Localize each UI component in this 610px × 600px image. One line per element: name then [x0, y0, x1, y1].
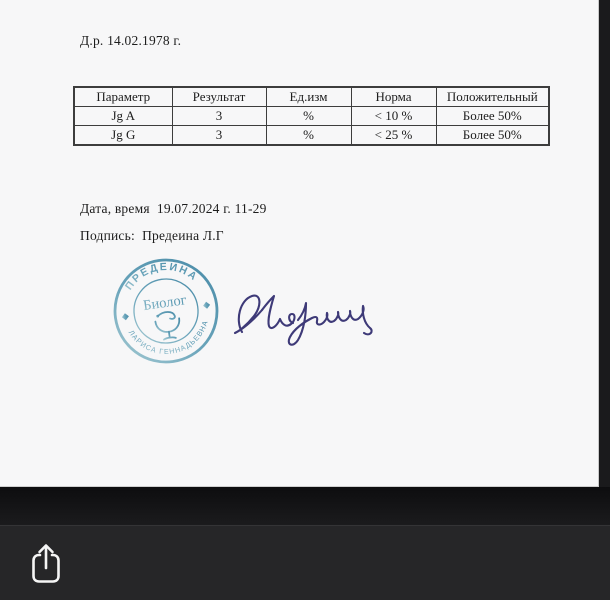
datetime-line: Дата, время 19.07.2024 г. 11-29	[80, 201, 267, 216]
share-icon	[29, 541, 63, 587]
table-row	[74, 107, 549, 126]
table-cell: 3	[172, 126, 266, 146]
svg-text:ПРЕДЕИНА	[120, 256, 201, 294]
stamp-bottom-arc-text: ЛАРИСА ГЕННАДЬЕВНА	[126, 318, 210, 357]
signature-label-line: Подпись: Предеина Л.Г	[80, 228, 224, 243]
table-cell: < 25 %	[351, 126, 436, 146]
bottom-toolbar	[0, 525, 610, 600]
results-table	[73, 86, 550, 146]
page-boundary-bar	[0, 487, 610, 525]
table-cell: Более 50%	[436, 126, 549, 146]
table-cell: Jg A	[74, 107, 172, 126]
stamp-center-text: Биолог	[142, 292, 188, 315]
table-cell: %	[266, 126, 351, 146]
table-header-cell: Положительный	[436, 87, 549, 107]
table-cell: 3	[172, 107, 266, 126]
hygieia-bowl-icon	[154, 310, 182, 340]
table-cell: Более 50%	[436, 107, 549, 126]
stamp-top-arc-text: ПРЕДЕИНА	[122, 260, 201, 293]
table-cell: Jg G	[74, 126, 172, 146]
table-header-cell: Ед.изм	[266, 87, 351, 107]
table-cell: %	[266, 107, 351, 126]
table-header-cell: Норма	[351, 87, 436, 107]
table-row	[74, 126, 549, 146]
table-cell: < 10 %	[351, 107, 436, 126]
table-header-cell: Параметр	[74, 87, 172, 107]
share-button[interactable]	[22, 538, 70, 590]
handwritten-signature	[228, 288, 396, 356]
table-header-row	[74, 87, 549, 107]
birth-date-line: Д.р. 14.02.1978 г.	[80, 33, 182, 48]
biologist-stamp	[110, 255, 222, 367]
table-header-cell: Результат	[172, 87, 266, 107]
